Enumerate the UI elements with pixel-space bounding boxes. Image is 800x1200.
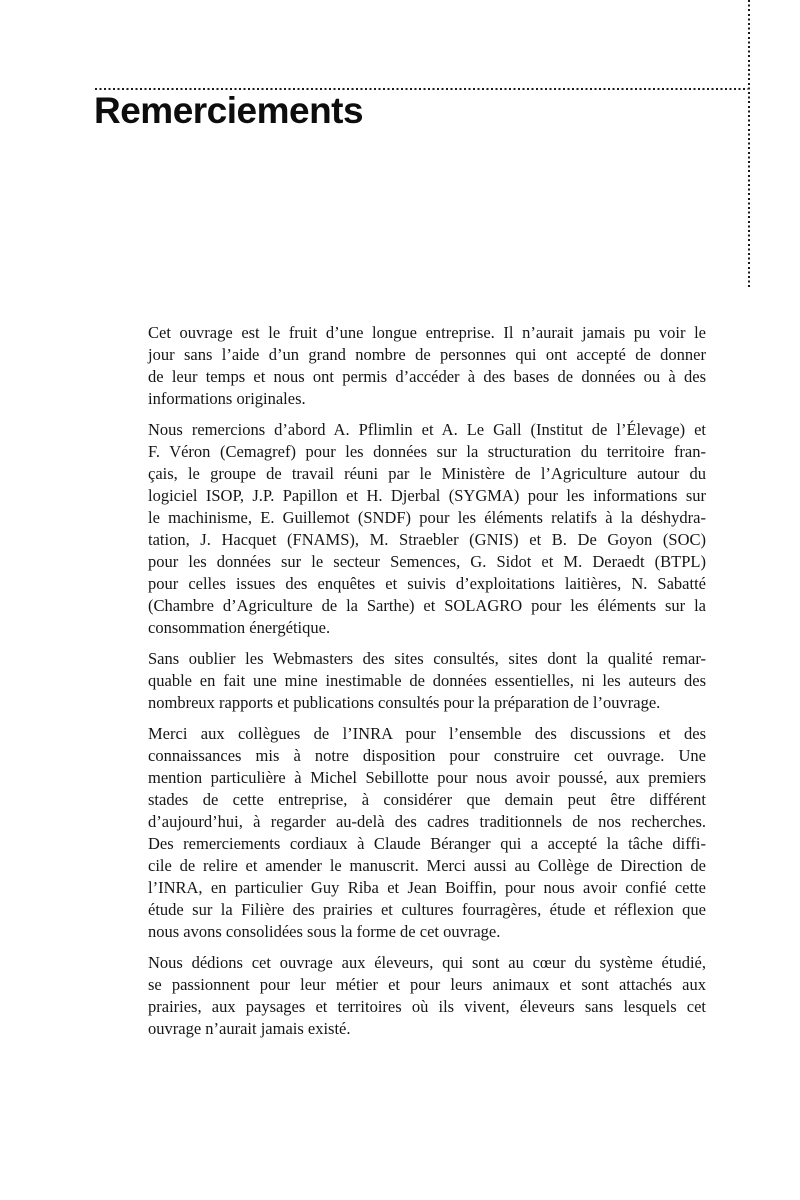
text-line: étude sur la Filière des prairies et cultures fourragères, étude et réflexion que — [148, 900, 706, 919]
text-line: pour les données sur le secteur Semences, G. Sidot et M. Deraedt (BTPL) — [148, 552, 706, 571]
text-line: Merci aux collègues de l’INRA pour l’ensemble des discussions et des — [148, 724, 706, 743]
paragraph — [148, 648, 706, 714]
text-line: de leur temps et nous ont permis d’accéder à des bases de données ou à des — [148, 367, 706, 386]
text-line: Sans oublier les Webmasters des sites consultés, sites dont la qualité remar- — [148, 649, 706, 668]
text-line: Nous remercions d’abord A. Pflimlin et A. Le Gall (Institut de l’Élevage) et — [148, 420, 706, 439]
text-line: Cet ouvrage est le fruit d’une longue entreprise. Il n’aurait jamais pu voir le — [148, 323, 706, 342]
text-line: mention particulière à Michel Sebillotte pour nous avoir poussé, aux premiers — [148, 768, 706, 787]
text-line: le machinisme, E. Guillemot (SNDF) pour les éléments relatifs à la déshydra- — [148, 508, 706, 527]
dotted-vertical-rule — [748, 0, 750, 290]
page-title: Remerciements — [94, 90, 364, 131]
text-line: l’INRA, en particulier Guy Riba et Jean Boiffin, pour nous avoir confié cette — [148, 878, 706, 897]
paragraph — [148, 419, 706, 639]
text-line: Nous dédions cet ouvrage aux éleveurs, qui sont au cœur du système étudié, — [148, 953, 706, 972]
text-line: connaissances mis à notre disposition pour construire cet ouvrage. Une — [148, 746, 706, 765]
text-line: (Chambre d’Agriculture de la Sarthe) et SOLAGRO pour les éléments sur la — [148, 596, 706, 615]
text-line: stades de cette entreprise, à considérer que demain peut être différent — [148, 790, 706, 809]
text-line: informations originales. — [148, 389, 306, 408]
text-line: F. Véron (Cemagref) pour les données sur la structuration du territoire fran- — [148, 442, 706, 461]
text-line: nombreux rapports et publications consultés pour la préparation de l’ouvrage. — [148, 693, 661, 712]
text-line: cile de relire et amender le manuscrit. Merci aussi au Collège de Direction de — [148, 856, 706, 875]
text-line: Des remerciements cordiaux à Claude Béranger qui a accepté la tâche diffi- — [148, 834, 706, 853]
text-line: prairies, aux paysages et territoires où ils vivent, éleveurs sans lesquels cet — [148, 997, 706, 1016]
text-line: ouvrage n’aurait jamais existé. — [148, 1019, 351, 1038]
text-line: logiciel ISOP, J.P. Papillon et H. Djerbal (SYGMA) pour les informations sur — [148, 486, 706, 505]
body-text — [148, 322, 706, 1049]
text-line: jour sans l’aide d’un grand nombre de personnes qui ont accepté de donner — [148, 345, 706, 364]
text-line: çais, le groupe de travail réuni par le Ministère de l’Agriculture autour du — [148, 464, 706, 483]
text-line: nous avons consolidées sous la forme de cet ouvrage. — [148, 922, 501, 941]
text-line: tation, J. Hacquet (FNAMS), M. Straebler (GNIS) et B. De Goyon (SOC) — [148, 530, 706, 549]
text-line: consommation énergétique. — [148, 618, 331, 637]
text-line: quable en fait une mine inestimable de données essentielles, ni les auteurs des — [148, 671, 706, 690]
paragraph — [148, 723, 706, 943]
text-line: pour celles issues des enquêtes et suivis d’exploitations laitières, N. Sabatté — [148, 574, 706, 593]
paragraph — [148, 322, 706, 410]
text-line: d’aujourd’hui, à regarder au-delà des cadres traditionnels de nos recherches. — [148, 812, 706, 831]
text-line: se passionnent pour leur métier et pour leurs animaux et sont attachés aux — [148, 975, 706, 994]
paragraph — [148, 952, 706, 1040]
